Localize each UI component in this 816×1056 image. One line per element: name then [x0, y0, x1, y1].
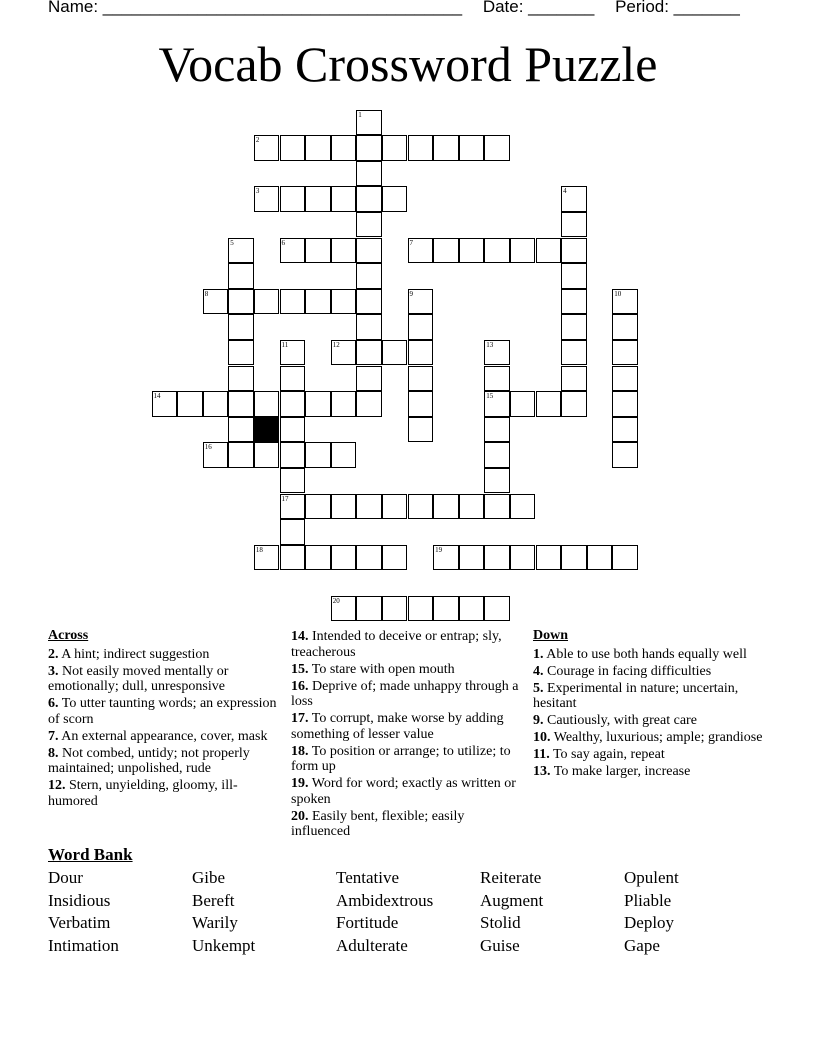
clue-number: 18	[255, 545, 263, 554]
grid-cell[interactable]	[561, 391, 587, 417]
grid-cell[interactable]	[484, 340, 510, 366]
grid-cell[interactable]	[459, 238, 485, 264]
clue-number-label: 7.	[48, 728, 59, 744]
grid-cell[interactable]	[331, 545, 357, 571]
word-bank-item: Deploy	[624, 913, 675, 933]
grid-cell[interactable]	[382, 340, 408, 366]
grid-cell[interactable]	[561, 289, 587, 315]
grid-cell[interactable]	[228, 263, 254, 289]
clue-text: To stare with open mouth	[308, 661, 455, 677]
grid-cell[interactable]	[408, 314, 434, 340]
clue-text: To position or arrange; to utilize; to form up	[291, 743, 511, 774]
grid-cell[interactable]	[484, 494, 510, 520]
grid-cell[interactable]	[280, 494, 306, 520]
clue-text: Word for word; exactly as written or spoken	[291, 776, 516, 807]
grid-cell[interactable]	[280, 289, 306, 315]
grid-cell[interactable]	[356, 289, 382, 315]
grid-cell[interactable]	[356, 366, 382, 392]
word-bank-item: Unkempt	[192, 936, 256, 956]
grid-cell[interactable]	[280, 238, 306, 264]
grid-cell[interactable]	[536, 391, 562, 417]
grid-black-cell	[254, 417, 280, 443]
grid-cell[interactable]	[254, 391, 280, 417]
word-bank-item: Insidious	[48, 890, 111, 910]
clue-number: 12	[332, 340, 340, 349]
clue-number-label: 20.	[291, 808, 309, 824]
grid-cell[interactable]	[356, 314, 382, 340]
grid-cell[interactable]	[177, 391, 203, 417]
clue-item	[291, 744, 523, 775]
grid-cell[interactable]	[433, 238, 459, 264]
down-heading: Down	[533, 628, 569, 643]
clue-text: Intended to deceive or entrap; sly, treacherous	[291, 629, 502, 660]
grid-cell[interactable]	[331, 289, 357, 315]
clue-number: 1	[358, 110, 362, 119]
clue-number: 3	[255, 187, 260, 196]
grid-cell[interactable]	[254, 135, 280, 161]
grid-cell[interactable]	[280, 135, 306, 161]
grid-cell[interactable]	[510, 391, 536, 417]
grid-cell[interactable]	[280, 417, 306, 443]
grid-cell[interactable]	[408, 494, 434, 520]
clue-text: A hint; indirect suggestion	[58, 646, 210, 662]
word-bank-item: Intimation	[48, 936, 119, 956]
grid-cell[interactable]	[305, 545, 331, 571]
clue-number: 10	[614, 289, 622, 298]
grid-cell[interactable]	[280, 545, 306, 571]
grid-cell[interactable]	[356, 391, 382, 417]
clue-text: Courage in facing difficulties	[543, 663, 712, 679]
word-bank-item: Gape	[624, 936, 660, 956]
grid-cell[interactable]	[536, 545, 562, 571]
grid-cell[interactable]	[561, 545, 587, 571]
clue-text: Able to use both hands equally well	[543, 646, 747, 662]
grid-cell[interactable]	[280, 442, 306, 468]
grid-cell[interactable]	[356, 596, 382, 622]
grid-cell[interactable]	[561, 238, 587, 264]
grid-cell[interactable]	[612, 289, 638, 315]
grid-cell[interactable]	[459, 135, 485, 161]
clue-item	[48, 664, 284, 695]
grid-cell[interactable]	[408, 417, 434, 443]
grid-cell[interactable]	[612, 340, 638, 366]
word-bank-item: Bereft	[192, 890, 235, 910]
clue-text: Experimental in nature; uncertain, hesitant	[533, 680, 739, 711]
grid-cell[interactable]	[536, 238, 562, 264]
clue-number-label: 16.	[291, 678, 309, 694]
grid-cell[interactable]	[561, 263, 587, 289]
grid-cell[interactable]	[228, 366, 254, 392]
clue-item	[48, 696, 284, 727]
grid-cell[interactable]	[331, 442, 357, 468]
clue-text: An external appearance, cover, mask	[58, 728, 268, 744]
grid-cell[interactable]	[254, 186, 280, 212]
grid-cell[interactable]	[228, 340, 254, 366]
grid-cell[interactable]	[203, 289, 229, 315]
word-bank-item: Pliable	[624, 890, 672, 910]
grid-cell[interactable]	[356, 110, 382, 136]
clue-item	[48, 647, 284, 663]
grid-cell[interactable]	[382, 494, 408, 520]
clue-number: 15	[486, 392, 494, 401]
grid-cell[interactable]	[305, 135, 331, 161]
clue-item	[533, 764, 763, 780]
grid-cell[interactable]	[228, 442, 254, 468]
grid-cell[interactable]	[280, 468, 306, 494]
grid-cell[interactable]	[408, 238, 434, 264]
grid-cell[interactable]	[382, 135, 408, 161]
grid-cell[interactable]	[280, 391, 306, 417]
grid-cell[interactable]	[254, 289, 280, 315]
grid-cell[interactable]	[382, 596, 408, 622]
clue-text: Not easily moved mentally or emotionally; dull, unresponsive	[48, 663, 229, 694]
grid-cell[interactable]	[331, 494, 357, 520]
clue-number: 20	[332, 596, 340, 605]
grid-cell[interactable]	[561, 314, 587, 340]
grid-cell[interactable]	[561, 366, 587, 392]
grid-cell[interactable]	[305, 186, 331, 212]
word-bank-item: Augment	[480, 890, 544, 910]
word-bank	[48, 867, 768, 958]
clue-item	[48, 729, 284, 745]
grid-cell[interactable]	[612, 391, 638, 417]
grid-cell[interactable]	[561, 186, 587, 212]
grid-cell[interactable]	[331, 186, 357, 212]
clue-number: 5	[230, 238, 234, 247]
clue-number-label: 18.	[291, 743, 309, 759]
grid-cell[interactable]	[331, 135, 357, 161]
clue-text: To make larger, increase	[550, 764, 691, 779]
clue-text: To corrupt, make worse by adding something of lesser value	[291, 711, 504, 742]
grid-cell[interactable]	[382, 545, 408, 571]
clue-text: To utter taunting words; an expression of scorn	[48, 696, 277, 727]
word-bank-item: Warily	[192, 913, 238, 933]
clue-number: 7	[409, 238, 413, 247]
grid-cell[interactable]	[356, 212, 382, 238]
date-field[interactable]: Date: _______	[482, 0, 595, 16]
clue-number: 8	[204, 289, 209, 298]
grid-cell[interactable]	[305, 289, 331, 315]
clue-number: 9	[409, 289, 413, 298]
grid-cell[interactable]	[459, 494, 485, 520]
word-bank-item: Adulterate	[336, 936, 408, 956]
clue-number: 2	[255, 136, 260, 145]
grid-cell[interactable]	[331, 238, 357, 264]
grid-cell[interactable]	[356, 340, 382, 366]
grid-cell[interactable]	[356, 263, 382, 289]
grid-cell[interactable]	[356, 238, 382, 264]
word-bank-item: Gibe	[192, 868, 226, 887]
clue-item	[533, 730, 763, 746]
word-bank-item: Tentative	[336, 868, 400, 887]
grid-cell[interactable]	[510, 238, 536, 264]
across-heading: Across	[48, 628, 89, 643]
clue-text: Cautiously, with great care	[543, 713, 697, 728]
grid-cell[interactable]	[331, 391, 357, 417]
grid-cell[interactable]	[356, 545, 382, 571]
grid-cell[interactable]	[612, 417, 638, 443]
word-bank-item: Stolid	[480, 913, 521, 933]
word-bank-item: Fortitude	[336, 913, 399, 933]
grid-cell[interactable]	[305, 238, 331, 264]
clue-text: Stern, unyielding, gloomy, ill-humored	[48, 778, 238, 809]
clue-number-label: 8.	[48, 745, 59, 761]
clue-text: Deprive of; made unhappy through a loss	[291, 678, 519, 709]
grid-cell[interactable]	[459, 545, 485, 571]
word-bank-heading: Word Bank	[48, 845, 133, 864]
clue-item	[533, 713, 763, 729]
clue-text: Not combed, untidy; not properly maintained; unpolished, rude	[48, 745, 250, 776]
word-bank-item: Reiterate	[480, 868, 542, 887]
clue-number-label: 11.	[533, 747, 550, 762]
clue-item	[48, 778, 284, 809]
grid-cell[interactable]	[612, 442, 638, 468]
grid-cell[interactable]	[510, 494, 536, 520]
grid-cell[interactable]	[382, 186, 408, 212]
clue-text: Wealthy, luxurious; ample; grandiose	[550, 730, 763, 745]
name-field[interactable]: Name: ______________________________________	[48, 0, 463, 16]
clue-number-label: 4.	[533, 663, 544, 679]
grid-cell[interactable]	[484, 238, 510, 264]
grid-cell[interactable]	[408, 340, 434, 366]
clue-item	[291, 629, 523, 660]
grid-cell[interactable]	[228, 314, 254, 340]
grid-cell[interactable]	[484, 366, 510, 392]
grid-cell[interactable]	[228, 289, 254, 315]
grid-cell[interactable]	[331, 596, 357, 622]
clue-number-label: 19.	[291, 776, 309, 791]
clue-item	[291, 776, 523, 807]
grid-cell[interactable]	[280, 186, 306, 212]
grid-cell[interactable]	[484, 545, 510, 571]
page-title: Vocab Crossword Puzzle	[158, 36, 658, 92]
clue-item	[533, 681, 763, 712]
grid-cell[interactable]	[484, 468, 510, 494]
word-bank-item: Guise	[480, 936, 520, 956]
grid-cell[interactable]	[433, 135, 459, 161]
grid-cell[interactable]	[305, 391, 331, 417]
clue-number-label: 3.	[48, 663, 59, 679]
grid-cell[interactable]	[612, 545, 638, 571]
clue-number: 13	[486, 340, 494, 349]
grid-cell[interactable]	[612, 314, 638, 340]
clue-number: 6	[281, 238, 285, 247]
clue-number-label: 6.	[48, 696, 59, 711]
across-clues	[48, 628, 284, 811]
grid-cell[interactable]	[228, 417, 254, 443]
clue-number-label: 12.	[48, 778, 66, 793]
clue-number-label: 13.	[533, 764, 551, 779]
clue-number-label: 17.	[291, 711, 309, 726]
grid-cell[interactable]	[408, 135, 434, 161]
clue-number-label: 15.	[291, 661, 309, 677]
clue-item	[533, 747, 763, 763]
grid-cell[interactable]	[484, 417, 510, 443]
clue-number-label: 14.	[291, 629, 309, 644]
grid-cell[interactable]	[408, 391, 434, 417]
grid-cell[interactable]	[254, 545, 280, 571]
word-bank-item: Ambidextrous	[336, 890, 434, 910]
clue-number: 14	[153, 392, 161, 401]
grid-cell[interactable]	[459, 596, 485, 622]
grid-cell[interactable]	[331, 340, 357, 366]
grid-cell[interactable]	[228, 238, 254, 264]
grid-cell[interactable]	[612, 366, 638, 392]
clue-number-label: 5.	[533, 680, 544, 696]
grid-cell[interactable]	[356, 186, 382, 212]
grid-cell[interactable]	[254, 442, 280, 468]
grid-cell[interactable]	[228, 391, 254, 417]
grid-cell[interactable]	[408, 596, 434, 622]
clue-number-label: 9.	[533, 713, 544, 728]
grid-cell[interactable]	[203, 391, 229, 417]
clue-text: To say again, repeat	[549, 747, 665, 762]
grid-cell[interactable]	[587, 545, 613, 571]
clue-number: 11	[281, 340, 289, 349]
clue-item	[533, 664, 763, 680]
grid-cell[interactable]	[305, 494, 331, 520]
grid-cell[interactable]	[561, 340, 587, 366]
grid-cell[interactable]	[356, 161, 382, 187]
word-bank-item: Verbatim	[48, 913, 111, 933]
grid-cell[interactable]	[433, 596, 459, 622]
period-field[interactable]: Period: _______	[615, 0, 740, 16]
clue-item	[291, 662, 523, 678]
clue-item	[533, 647, 763, 663]
clue-number: 16	[204, 443, 212, 452]
grid-cell[interactable]	[408, 289, 434, 315]
clue-number: 17	[281, 494, 289, 503]
clue-text: Easily bent, flexible; easily influenced	[291, 808, 465, 839]
grid-cell[interactable]	[433, 545, 459, 571]
grid-cell[interactable]	[433, 494, 459, 520]
down-clues	[533, 628, 763, 781]
grid-cell[interactable]	[305, 442, 331, 468]
grid-cell[interactable]	[510, 545, 536, 571]
grid-cell[interactable]	[203, 442, 229, 468]
clue-number: 4	[563, 187, 567, 196]
clue-item	[291, 679, 523, 710]
clue-item	[291, 711, 523, 742]
clue-number-label: 2.	[48, 646, 59, 662]
word-bank-item: Dour	[48, 868, 83, 887]
grid-cell[interactable]	[484, 596, 510, 622]
clue-item	[291, 809, 523, 840]
grid-cell[interactable]	[408, 366, 434, 392]
grid-cell[interactable]	[561, 212, 587, 238]
grid-cell[interactable]	[356, 135, 382, 161]
clue-item	[48, 746, 284, 777]
clue-number-label: 10.	[533, 730, 551, 745]
word-bank-item: Opulent	[624, 868, 679, 887]
grid-cell[interactable]	[356, 494, 382, 520]
grid-cell[interactable]	[280, 366, 306, 392]
clue-number: 19	[435, 545, 443, 554]
grid-cell[interactable]	[484, 391, 510, 417]
across-clues-continued	[291, 629, 523, 841]
grid-cell[interactable]	[152, 391, 178, 417]
clue-number-label: 1.	[533, 646, 544, 662]
grid-cell[interactable]	[484, 442, 510, 468]
grid-cell[interactable]	[484, 135, 510, 161]
grid-cell[interactable]	[280, 519, 306, 545]
grid-cell[interactable]	[280, 340, 306, 366]
